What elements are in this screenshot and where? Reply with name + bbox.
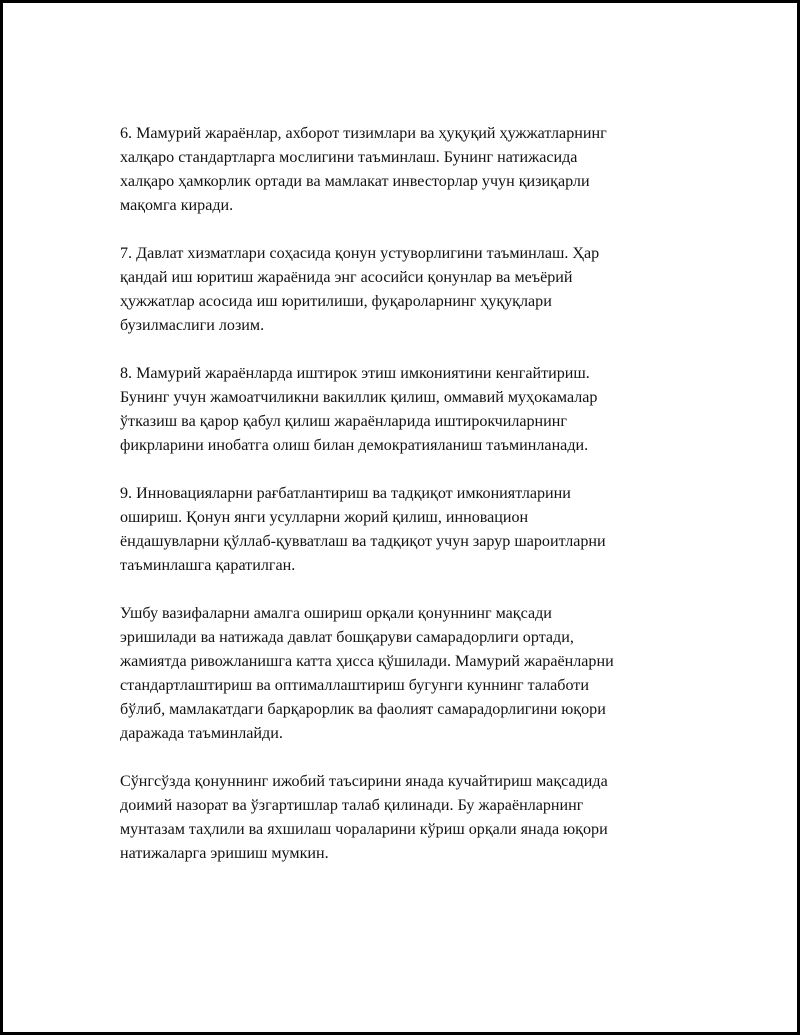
- text-line: натижаларга эришиш мумкин.: [120, 845, 329, 862]
- text-line: жамиятда ривожланишга катта ҳисса қўшилади. Мамурий жараёнларни: [120, 653, 614, 670]
- paragraph-item-6: [120, 122, 695, 218]
- text-line: халқаро ҳамкорлик ортади ва мамлакат инвесторлар учун қизиқарли: [120, 173, 590, 190]
- text-line: Бунинг учун жамоатчиликни вакиллик қилиш, оммавий муҳокамалар: [120, 389, 598, 406]
- text-line: доимий назорат ва ўзгартишлар талаб қилинади. Бу жараёнларнинг: [120, 797, 584, 814]
- text-line: ёндашувларни қўллаб-қувватлаш ва тадқиқот учун зарур шароитларни: [120, 533, 606, 550]
- paragraph-summary: [120, 602, 695, 746]
- paragraph-item-8: [120, 362, 695, 458]
- text-line: таъминлашга қаратилган.: [120, 557, 296, 574]
- text-line: фикрларини инобатга олиш билан демократияланиш таъминланади.: [120, 437, 589, 454]
- text-line: ҳужжатлар асосида иш юритилиши, фуқароларнинг ҳуқуқлари: [120, 293, 552, 310]
- text-line: халқаро стандартларга мослигини таъминлаш. Бунинг натижасида: [120, 149, 578, 166]
- text-line: бўлиб, мамлакатдаги барқарорлик ва фаолият самарадорлигини юқори: [120, 701, 606, 718]
- paragraph-item-7: [120, 242, 695, 338]
- text-line: 9. Инновацияларни рағбатлантириш ва тадқиқот имкониятларини: [120, 485, 571, 502]
- text-line: даражада таъминлайди.: [120, 725, 283, 742]
- paragraph-item-9: [120, 482, 695, 578]
- text-line: Сўнгсўзда қонуннинг ижобий таъсирини янада кучайтириш мақсадида: [120, 773, 608, 790]
- text-line: қандай иш юритиш жараёнида энг асосийси қонунлар ва меъёрий: [120, 269, 573, 286]
- text-line: стандартлаштириш ва оптималлаштириш бугунги куннинг талаботи: [120, 677, 589, 694]
- text-line: Ушбу вазифаларни амалга ошириш орқали қонуннинг мақсади: [120, 605, 552, 622]
- text-line: мақомга киради.: [120, 197, 234, 214]
- text-line: 7. Давлат хизматлари соҳасида қонун устуворлигини таъминлаш. Ҳар: [120, 245, 600, 262]
- text-line: эришилади ва натижада давлат бошқаруви самарадорлиги ортади,: [120, 629, 574, 646]
- text-line: бузилмаслиги лозим.: [120, 317, 265, 334]
- text-line: ўтказиш ва қарор қабул қилиш жараёнларида иштирокчиларнинг: [120, 413, 567, 430]
- text-line: 8. Мамурий жараёнларда иштирок этиш имкониятини кенгайтириш.: [120, 365, 590, 382]
- text-line: 6. Мамурий жараёнлар, ахборот тизимлари ва ҳуқуқий ҳужжатларнинг: [120, 125, 607, 142]
- document-body: [120, 122, 695, 890]
- text-line: мунтазам таҳлили ва яхшилаш чораларини кўриш орқали янада юқори: [120, 821, 608, 838]
- text-line: ошириш. Қонун янги усулларни жорий қилиш, инновацион: [120, 509, 529, 526]
- paragraph-conclusion: [120, 770, 695, 866]
